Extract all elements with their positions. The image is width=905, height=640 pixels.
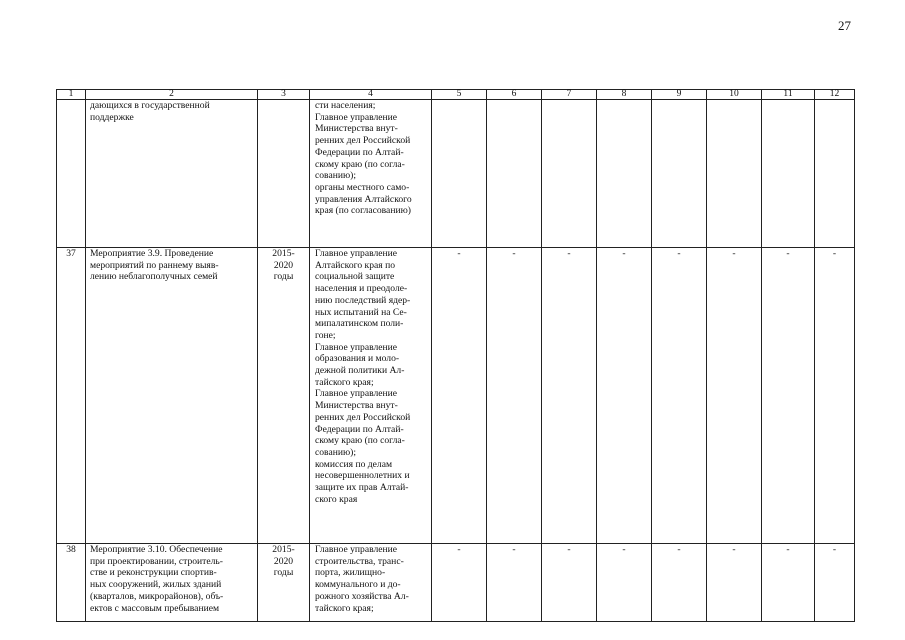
value-dash: - (832, 544, 837, 555)
executor-text-line: несовершеннолетних и (315, 470, 410, 482)
executor-text-line: ренних дел Российской (315, 411, 411, 423)
value-dash: - (677, 248, 681, 259)
activity-text-line: поддержке (90, 111, 134, 123)
header-col-8: 8 (597, 90, 652, 100)
measures-table (56, 89, 855, 622)
activity-cell (86, 100, 258, 248)
executor-text-line: защите их прав Алтай- (315, 482, 409, 494)
executor-text-line: мипалатинском поли- (315, 318, 404, 330)
executor-text-line: социальной защите (315, 271, 395, 283)
value-cell (815, 248, 855, 544)
activity-cell (86, 248, 258, 544)
period-cell (258, 248, 310, 544)
value-cell (487, 100, 542, 248)
header-row (57, 90, 855, 100)
header-col-4: 4 (310, 90, 432, 100)
executor-text-line: края (по согласованию) (315, 205, 411, 217)
period-text-line: 2015- (272, 544, 295, 555)
executor-text-line: ренних дел Российской (315, 135, 411, 147)
executor-text-line: коммунального и до- (315, 579, 401, 591)
value-dash: - (622, 248, 626, 259)
period-text-line: годы (273, 567, 294, 579)
value-cell (707, 100, 762, 248)
value-cell (597, 248, 652, 544)
activity-cell (86, 544, 258, 622)
executor-text-line: Главное управление (315, 544, 398, 555)
executor-text-line: тайского края; (315, 376, 374, 388)
executor-text-line: Главное управление (315, 341, 398, 353)
value-cell (487, 248, 542, 544)
executor-text-line: органы местного само- (315, 181, 410, 193)
activity-text-line: Мероприятие 3.9. Проведение (90, 248, 214, 259)
executor-text-line: ского края (315, 493, 358, 505)
value-cell (432, 100, 487, 248)
activity-text-line: мероприятий по раннему выяв- (90, 259, 219, 271)
header-col-6: 6 (487, 90, 542, 100)
period-text-line: 2015- (272, 248, 295, 259)
executor-text-line: сованию); (315, 170, 357, 182)
row-number: 38 (66, 544, 76, 555)
value-cell (432, 544, 487, 622)
executor-text-line: Алтайского края по (315, 259, 395, 271)
value-dash: - (567, 544, 571, 555)
executor-text-line: сованию); (315, 446, 357, 458)
value-dash: - (512, 248, 516, 259)
value-cell (815, 544, 855, 622)
executor-text-line: Главное управление (315, 248, 398, 259)
value-dash: - (786, 544, 790, 555)
row-number-cell (57, 544, 86, 622)
header-col-9: 9 (652, 90, 707, 100)
value-dash: - (732, 544, 736, 555)
page-number: 27 (838, 18, 851, 33)
period-text-line: 2020 (273, 259, 294, 271)
value-cell (762, 248, 815, 544)
activity-text-line: стве и реконструкции спортив- (90, 567, 217, 579)
header-col-1: 1 (57, 90, 86, 100)
period-cell (258, 100, 310, 248)
value-cell (597, 100, 652, 248)
executor-text-line: Главное управление (315, 388, 398, 400)
value-cell (707, 248, 762, 544)
value-cell (762, 544, 815, 622)
activity-text-line: ектов с массовым пребыванием (90, 602, 220, 614)
executor-text-line: населения и преодоле- (315, 283, 408, 295)
table-row (57, 248, 855, 544)
table-body (57, 100, 855, 622)
executor-cell (310, 100, 432, 248)
value-dash: - (457, 544, 461, 555)
value-dash: - (677, 544, 681, 555)
executor-text-line: Министерства внут- (315, 400, 398, 412)
activity-text-line: лению неблагополучных семей (90, 271, 218, 283)
executor-text-line: тайского края; (315, 602, 374, 614)
header-col-5: 5 (432, 90, 487, 100)
executor-text-line: скому краю (по согла- (315, 158, 405, 170)
executor-cell (310, 248, 432, 544)
value-dash: - (732, 248, 736, 259)
value-cell (652, 248, 707, 544)
value-dash: - (512, 544, 516, 555)
row-number-cell (57, 248, 86, 544)
row-number: 37 (66, 248, 76, 259)
value-cell (815, 100, 855, 248)
period-text-line: 2020 (273, 555, 294, 567)
value-cell (597, 544, 652, 622)
executor-text-line: дежной политики Ал- (315, 365, 405, 377)
executor-text-line: управления Алтайского (315, 193, 412, 205)
value-cell (762, 100, 815, 248)
executor-text-line: ных испытаний на Се- (315, 306, 407, 318)
value-cell (542, 544, 597, 622)
header-col-3: 3 (258, 90, 310, 100)
executor-text-line: скому краю (по согла- (315, 435, 405, 447)
executor-text-line: Министерства внут- (315, 123, 398, 135)
activity-text-line: ных сооружений, жилых зданий (90, 579, 222, 591)
value-cell (487, 544, 542, 622)
value-cell (652, 544, 707, 622)
value-cell (652, 100, 707, 248)
executor-text-line: Федерации по Алтай- (315, 146, 404, 158)
header-col-12: 12 (815, 90, 855, 100)
activity-text-line: (кварталов, микрорайонов), объ- (90, 590, 224, 602)
value-cell (707, 544, 762, 622)
row-number-cell (57, 100, 86, 248)
activity-text-line: при проектировании, строитель- (90, 555, 223, 567)
executor-text-line: Главное управление (315, 111, 398, 123)
value-dash: - (622, 544, 626, 555)
header-col-11: 11 (762, 90, 815, 100)
executor-text-line: нию последствий ядер- (315, 294, 411, 306)
header-col-10: 10 (707, 90, 762, 100)
period-text-line: годы (273, 271, 294, 283)
value-cell (542, 100, 597, 248)
value-cell (432, 248, 487, 544)
executor-text-line: рожного хозяйства Ал- (315, 590, 409, 602)
activity-text-line: Мероприятие 3.10. Обеспечение (90, 544, 223, 555)
value-dash: - (832, 248, 837, 259)
value-dash: - (786, 248, 790, 259)
value-dash: - (567, 248, 571, 259)
activity-text-line: дающихся в государственной (90, 100, 210, 111)
executor-text-line: комиссия по делам (315, 458, 393, 470)
executor-text-line: образования и моло- (315, 353, 400, 365)
executor-text-line: гоне; (315, 329, 336, 341)
executor-text-line: строительства, транс- (315, 555, 404, 567)
table-row (57, 544, 855, 622)
header-col-2: 2 (86, 90, 258, 100)
executor-text-line: Федерации по Алтай- (315, 423, 404, 435)
value-cell (542, 248, 597, 544)
executor-text-line: сти населения; (315, 100, 376, 111)
value-dash: - (457, 248, 461, 259)
executor-text-line: порта, жилищно- (315, 567, 386, 579)
period-cell (258, 544, 310, 622)
executor-cell (310, 544, 432, 622)
header-col-7: 7 (542, 90, 597, 100)
table-row (57, 100, 855, 248)
